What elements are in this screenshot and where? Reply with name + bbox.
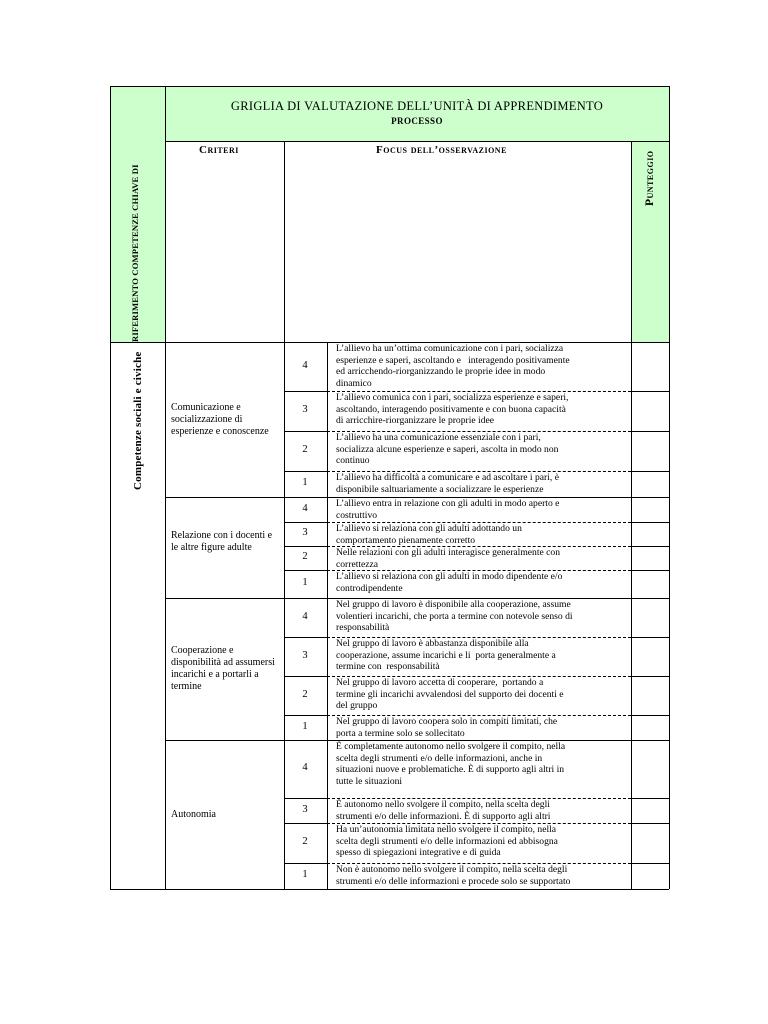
focus-description: L’allievo ha un’ottima comunicazione con i pari, socializza esperienze e saperi, ascoltando e interagendo positivamente ed arricchendo-riorganizzando le proprie idee in modo dinamico <box>336 343 570 389</box>
score-value: 4 <box>302 503 308 514</box>
score-value: 4 <box>302 611 308 622</box>
grid-subtitle: PROCESSO <box>391 116 443 126</box>
score-value: 4 <box>302 762 308 773</box>
grid-title: GRIGLIA DI VALUTAZIONE DELL’UNITÀ DI APPRENDIMENTO <box>230 99 604 113</box>
score-cell[interactable] <box>632 498 668 521</box>
row-divider <box>284 637 327 638</box>
score-cell[interactable] <box>632 864 668 888</box>
score-cell[interactable] <box>632 677 668 714</box>
criterion-label: Autonomia <box>171 809 216 820</box>
focus-description: È autonomo nello svolgere il compito, nella scelta degli strumenti e/o delle informazioni. È di supporto agli altri <box>336 799 551 822</box>
score-cell[interactable] <box>632 741 668 797</box>
row-divider <box>284 798 327 799</box>
score-value: 2 <box>302 444 308 455</box>
table-top-border <box>110 86 669 87</box>
row-divider <box>284 522 327 523</box>
score-cell[interactable] <box>632 523 668 545</box>
score-value: 2 <box>302 689 308 700</box>
score-cell[interactable] <box>632 824 668 862</box>
column-header-punteggio: Punteggio <box>644 150 656 206</box>
criterion-label: Cooperazione e disponibilità ad assumersi incarichi e a portarli a termine <box>171 645 275 692</box>
focus-description: L’allievo ha una comunicazione essenziale con i pari, socializza alcune esperienze e saperi, ascolta in modo non continuo <box>336 432 559 467</box>
column-divider <box>284 141 285 889</box>
column-divider <box>165 86 166 889</box>
row-divider <box>284 863 327 864</box>
score-value: 2 <box>302 836 308 847</box>
focus-description: Non è autonomo nello svolgere il compito, nella scelta degli strumenti e/o delle informazioni e procede solo se supportato <box>336 864 571 887</box>
focus-description: Nelle relazioni con gli adulti interagisce generalmente con correttezza <box>336 547 561 570</box>
row-divider <box>284 676 327 677</box>
score-cell[interactable] <box>632 716 668 739</box>
table-right-border <box>669 86 670 889</box>
focus-description: Nel gruppo di lavoro è disponibile alla cooperazione, assume volentieri incarichi, che porta a termine con notevole senso di responsabilità <box>336 599 573 634</box>
score-value: 3 <box>302 404 308 415</box>
column-header-criteri: Criteri <box>199 144 239 156</box>
focus-description: Ha un’autonomia limitata nello svolgere il compito, nella scelta degli strumenti e/o delle informazioni ed abbisogna spesso di spiegazioni integrative e di guida <box>336 824 558 859</box>
focus-description: È completamente autonomo nello svolgere il compito, nella scelta degli strumenti e/o delle informazioni, anche in situazioni nuove e problematiche. È di supporto agli altri in tutte le situazioni <box>336 741 566 787</box>
criterion-label: Relazione con i docenti e le altre figure adulte <box>171 530 273 553</box>
competence-label: Competenze sociali e civiche <box>132 351 144 490</box>
score-cell[interactable] <box>632 343 668 390</box>
header-divider <box>165 141 669 142</box>
score-cell[interactable] <box>632 571 668 597</box>
score-value: 3 <box>302 650 308 661</box>
score-value: 3 <box>302 804 308 815</box>
score-value: 3 <box>302 527 308 538</box>
score-value: 2 <box>302 551 308 562</box>
focus-description: L’allievo si relaziona con gli adulti adottando un comportamento pienamente corretto <box>336 523 522 546</box>
focus-description: L’allievo ha difficoltà a comunicare e ad ascoltare i pari, è disponibile saltuariamente a socializzare le esperienze <box>336 472 559 495</box>
focus-description: Nel gruppo di lavoro accetta di cooperare, portando a termine gli incarichi avvalendosi del supporto dei docenti e del gruppo <box>336 677 564 712</box>
focus-description: Nel gruppo di lavoro è abbastanza disponibile alla cooperazione, assume incarichi e li porta generalmente a termine con responsabilità <box>336 638 556 673</box>
row-divider <box>284 471 327 472</box>
focus-description: L’allievo entra in relazione con gli adulti in modo aperto e costruttivo <box>336 498 560 521</box>
focus-description: L’allievo comunica con i pari, socializza esperienze e saperi, ascoltando, interagendo positivamente e con buona capacità di arricchire-riorganizzare le proprie idee <box>336 392 569 427</box>
score-value: 4 <box>302 360 308 371</box>
column-header-riferimento: RIFERIMENTO COMPETENZE CHIAVE DI <box>130 164 140 342</box>
focus-description: L’allievo si relaziona con gli adulti in modo dipendente e/o controdipendente <box>336 571 563 594</box>
score-cell[interactable] <box>632 547 668 569</box>
row-divider <box>284 431 327 432</box>
column-header-focus: Focus dell’osservazione <box>376 144 507 156</box>
score-value: 1 <box>302 477 308 488</box>
score-value: 1 <box>302 721 308 732</box>
score-cell[interactable] <box>632 472 668 496</box>
score-value: 1 <box>302 869 308 880</box>
criterion-label: Comunicazione e socializzazione di esperienze e conoscenze <box>171 402 269 437</box>
header-white-area <box>165 141 631 342</box>
score-cell[interactable] <box>632 638 668 675</box>
score-cell[interactable] <box>632 432 668 470</box>
row-divider <box>284 823 327 824</box>
score-cell[interactable] <box>632 392 668 430</box>
row-divider <box>284 715 327 716</box>
score-cell[interactable] <box>632 799 668 822</box>
column-divider <box>327 342 328 889</box>
row-divider <box>284 546 327 547</box>
row-divider <box>284 570 327 571</box>
table-bottom-border <box>110 889 669 890</box>
score-value: 1 <box>302 577 308 588</box>
row-divider <box>284 391 327 392</box>
focus-description: Nel gruppo di lavoro coopera solo in compiti limitati, che porta a termine solo se sollecitato <box>336 716 558 739</box>
table-left-border <box>110 86 111 889</box>
score-cell[interactable] <box>632 599 668 636</box>
